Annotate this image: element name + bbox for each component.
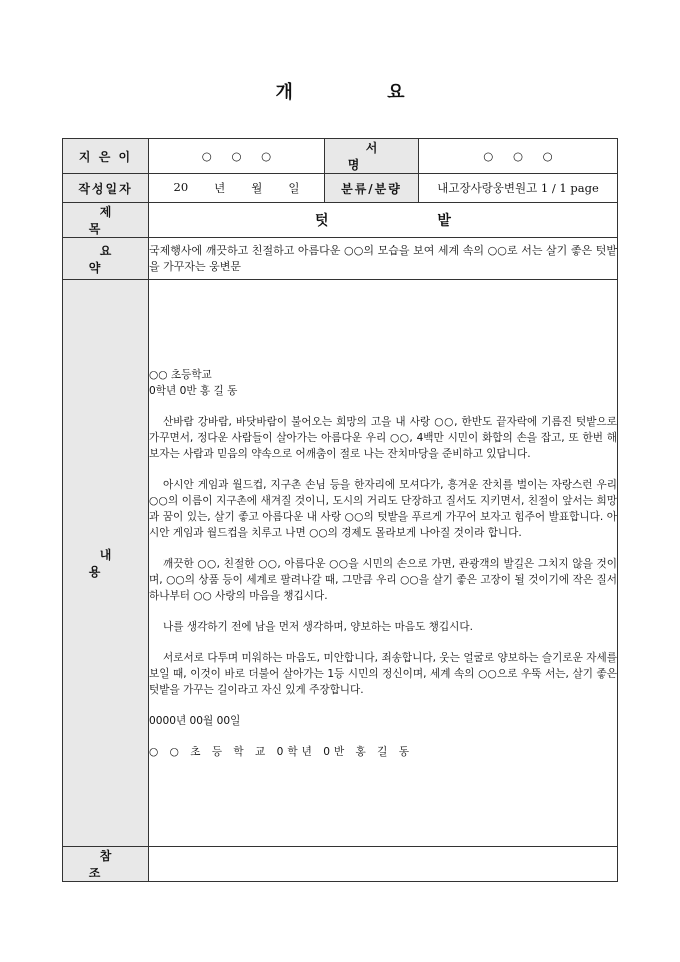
date-row [63, 174, 618, 203]
content-label: 내 용 [63, 280, 149, 847]
reference-value [149, 847, 618, 882]
speech-paragraph: 나를 생각하기 전에 남을 먼저 생각하며, 양보하는 마음도 챙깁시다. [163, 620, 473, 633]
author-row [63, 139, 618, 174]
speech-date: 0000년 00월 00일 [149, 714, 241, 727]
category-label: 분류/분량 [325, 174, 419, 203]
date-day-unit: 일 [288, 181, 300, 195]
date-year: 20 [173, 180, 189, 194]
content-row [63, 280, 618, 847]
subject-label: 제 목 [63, 203, 149, 238]
content-body [149, 280, 618, 847]
author-label: 지 은 이 [63, 139, 149, 174]
author-value: ○ ○ ○ [149, 139, 325, 174]
student-name: 0학년 0반 홍 길 동 [149, 384, 238, 397]
category-value: 내고장사랑웅변원고 1 / 1 page [419, 174, 618, 203]
date-label: 작성일자 [63, 174, 149, 203]
summary-value: 국제행사에 깨끗하고 친절하고 아름다운 ○○의 모습을 보여 세계 속의 ○○로 서는 살기 좋은 텃밭을 가꾸자는 웅변문 [149, 238, 618, 280]
date-month-unit: 월 [251, 181, 263, 195]
speech-paragraph: 산바람 강바람, 바닷바람이 불어오는 희망의 고을 내 사랑 ○○, 한반도 끝자락에 기름진 텃밭으로 가꾸면서, 정다운 사람들이 살아가는 아름다운 우리 ○○, 4백만 시민이 화합의 손을 잡고, 또 한번 해보자는 사람과 믿음의 약속으로 어깨춤이 절로 나는 잔치마당을 준비하고 있답니다. [149, 415, 617, 460]
reference-row [63, 847, 618, 882]
date-value [149, 174, 325, 203]
speech-signature: ○ ○ 초 등 학 교 0학년 0반 홍 길 동 [149, 745, 413, 758]
signature-value: ○ ○ ○ [419, 139, 618, 174]
signature-label: 서 명 [325, 139, 419, 174]
reference-label: 참 조 [63, 847, 149, 882]
speech-paragraph: 서로서로 다투며 미워하는 마음도, 미안합니다, 죄송합니다, 웃는 얼굴로 양보하는 슬기로운 자세를 보일 때, 이것이 바로 더불어 살아가는 1등 시민의 정신이며, 세계 속의 ○○으로 우뚝 서는, 살기 좋은 텃밭을 가꾸는 길이라고 자신 있게 주장합니다. [149, 651, 617, 696]
subject-value: 텃 밭 [149, 203, 618, 238]
summary-label: 요 약 [63, 238, 149, 280]
summary-row [63, 238, 618, 280]
document-title: 개 요 [275, 82, 449, 103]
date-year-unit: 년 [214, 181, 226, 195]
speech-paragraph: 깨끗한 ○○, 친절한 ○○, 아름다운 ○○을 시민의 손으로 가면, 관광객의 발길은 그치지 않을 것이며, ○○의 상품 등이 세계로 팔려나갈 때, 그만큼 우리 ○○을 살기 좋은 고장이 될 것이기에 작은 질서 하나부터 ○○ 사랑의 마음을 챙깁시다. [149, 557, 617, 602]
school-name: ○○ 초등학교 [149, 368, 212, 381]
speech-paragraph: 아시안 게임과 월드컵, 지구촌 손님 등을 한자리에 모셔다가, 흥겨운 잔치를 벌이는 자랑스런 우리 ○○의 이름이 지구촌에 새겨질 것이니, 도시의 거리도 단장하고 질서도 지키면서, 친절이 앞서는 희망과 꿈이 있는, 살기 좋고 아름다운 내 사랑 ○○의 텃밭을 푸르게 가꾸어 보자고 힘주어 발표합니다. 아시안 게임과 월드컵을 치루고 나면 ○○의 경제도 몰라보게 나아질 것이라 합니다. [149, 478, 617, 539]
outline-form [62, 138, 618, 882]
subject-row [63, 203, 618, 238]
